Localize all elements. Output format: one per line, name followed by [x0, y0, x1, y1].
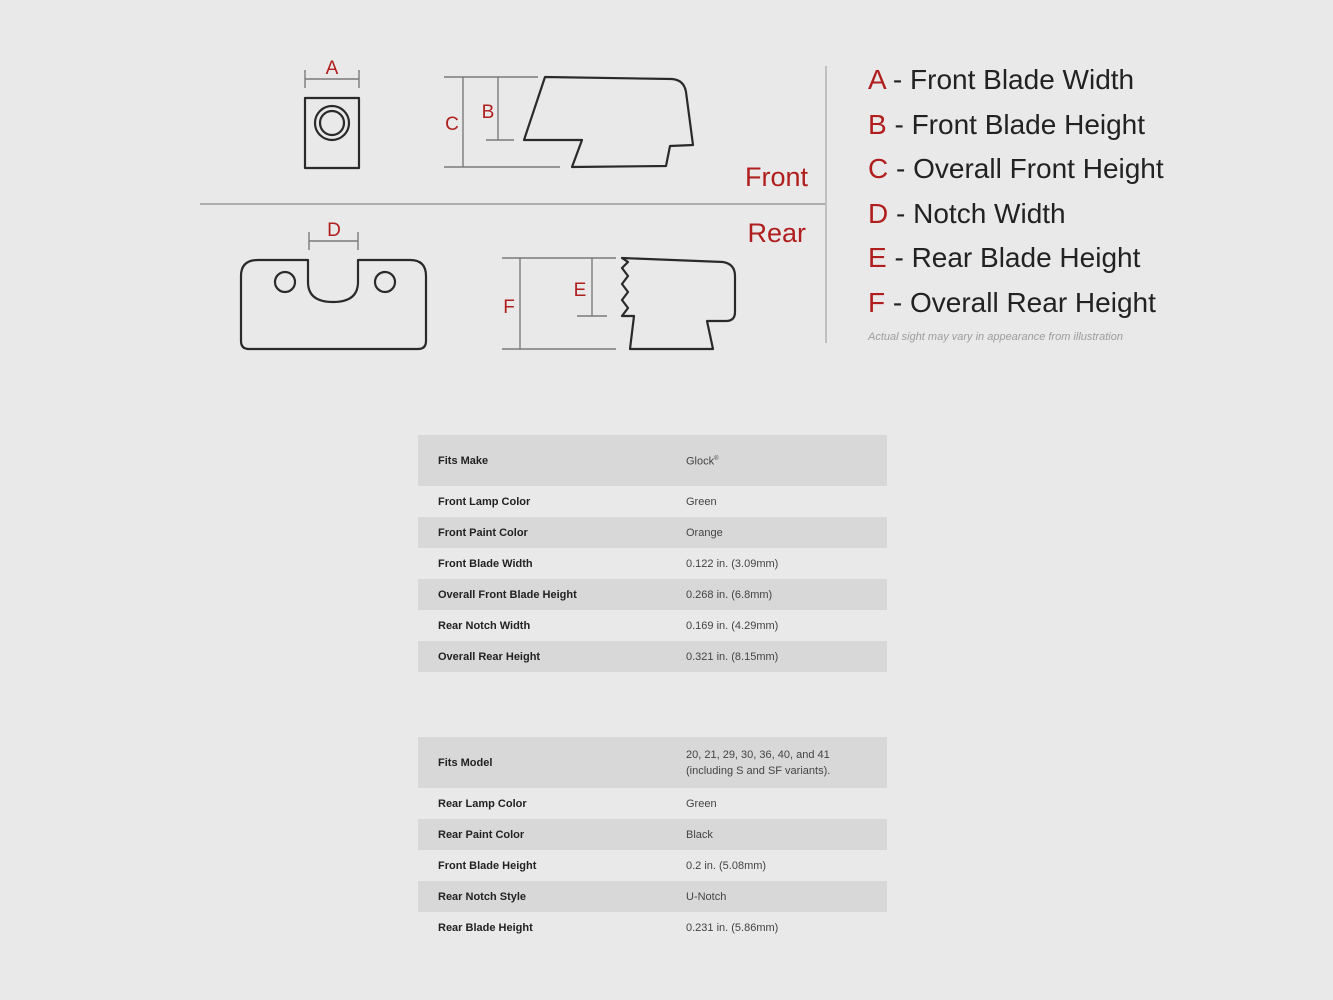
rear-lamp-right: [375, 272, 395, 292]
rear-lamp-left: [275, 272, 295, 292]
front-sight-profile: [524, 77, 693, 167]
spec-label: Rear Notch Style: [438, 890, 527, 903]
spec-value: 20, 21, 29, 30, 36, 40, and 41 (including S and SF variants).: [686, 748, 831, 777]
spec-value: 0.231 in. (5.86mm): [686, 921, 779, 934]
front-label: Front: [744, 162, 808, 192]
table-row: [418, 737, 887, 788]
spec-value: Black: [686, 828, 713, 841]
spec-label: Fits Model: [438, 756, 493, 769]
table-row: [418, 881, 887, 912]
spec-value: U-Notch: [686, 890, 727, 903]
table-row: [418, 517, 887, 548]
rear-label: Rear: [747, 218, 806, 248]
spec-label: Fits Make: [438, 454, 489, 467]
table-row: [418, 486, 887, 517]
legend-item-e: E - Rear Blade Height: [868, 242, 1141, 273]
spec-label: Front Blade Width: [438, 557, 533, 570]
spec-value: 0.169 in. (4.29mm): [686, 619, 779, 632]
spec-label: Rear Paint Color: [438, 828, 525, 841]
rear-sight-end-view: [241, 260, 426, 349]
spec-value: 0.268 in. (6.8mm): [686, 588, 773, 601]
legend-item-d: D - Notch Width: [868, 197, 1066, 229]
spec-label: Overall Front Blade Height: [438, 588, 577, 601]
dim-letter-b: B: [481, 102, 495, 123]
dimension-f: [502, 258, 616, 349]
dim-letter-c: C: [445, 114, 459, 135]
front-blade-end-view: [305, 98, 359, 168]
legend-item-f: F - Overall Rear Height: [868, 286, 1156, 318]
spec-value: Glock®: [686, 455, 719, 468]
dimension-a: [305, 58, 359, 88]
table-row: [418, 788, 887, 819]
dim-letter-f: F: [503, 297, 515, 318]
spec-label: Rear Lamp Color: [438, 797, 527, 810]
spec-value: 0.2 in. (5.08mm): [686, 859, 767, 872]
spec-value: Orange: [686, 526, 723, 539]
dimension-c: [444, 77, 560, 167]
dimension-e: [574, 258, 607, 316]
legend-item-a: A - Front Blade Width: [868, 64, 1135, 95]
dimension-d: [309, 220, 358, 250]
spec-value: Green: [686, 797, 717, 810]
dimension-legend: [868, 58, 1308, 343]
spec-label: Front Paint Color: [438, 526, 528, 539]
spec-label: Rear Blade Height: [438, 921, 533, 934]
table-row: [418, 641, 887, 672]
spec-label: Front Lamp Color: [438, 495, 531, 508]
table-row: [418, 819, 887, 850]
spec-value: 0.122 in. (3.09mm): [686, 557, 779, 570]
spec-label: Rear Notch Width: [438, 619, 531, 632]
table-row: [418, 850, 887, 881]
legend-item-c: C - Overall Front Height: [868, 153, 1164, 184]
illustration-disclaimer: Actual sight may vary in appearance from illustration: [868, 331, 1123, 343]
dim-letter-a: A: [325, 58, 339, 79]
table-row: [418, 579, 887, 610]
dim-letter-e: E: [573, 280, 587, 301]
dimension-b: [482, 77, 514, 140]
spec-value: Green: [686, 495, 717, 508]
table-row: [418, 912, 887, 943]
spec-label: Overall Rear Height: [438, 650, 541, 663]
spec-label: Front Blade Height: [438, 859, 537, 872]
rear-sight-profile: [622, 258, 735, 349]
legend-item-b: B - Front Blade Height: [868, 108, 1146, 140]
rear-specs-table: [418, 737, 887, 943]
front-specs-table: [418, 435, 887, 672]
dim-letter-d: D: [327, 220, 341, 241]
table-row: [418, 435, 887, 486]
table-row: [418, 610, 887, 641]
spec-value: 0.321 in. (8.15mm): [686, 650, 779, 663]
table-row: [418, 548, 887, 579]
